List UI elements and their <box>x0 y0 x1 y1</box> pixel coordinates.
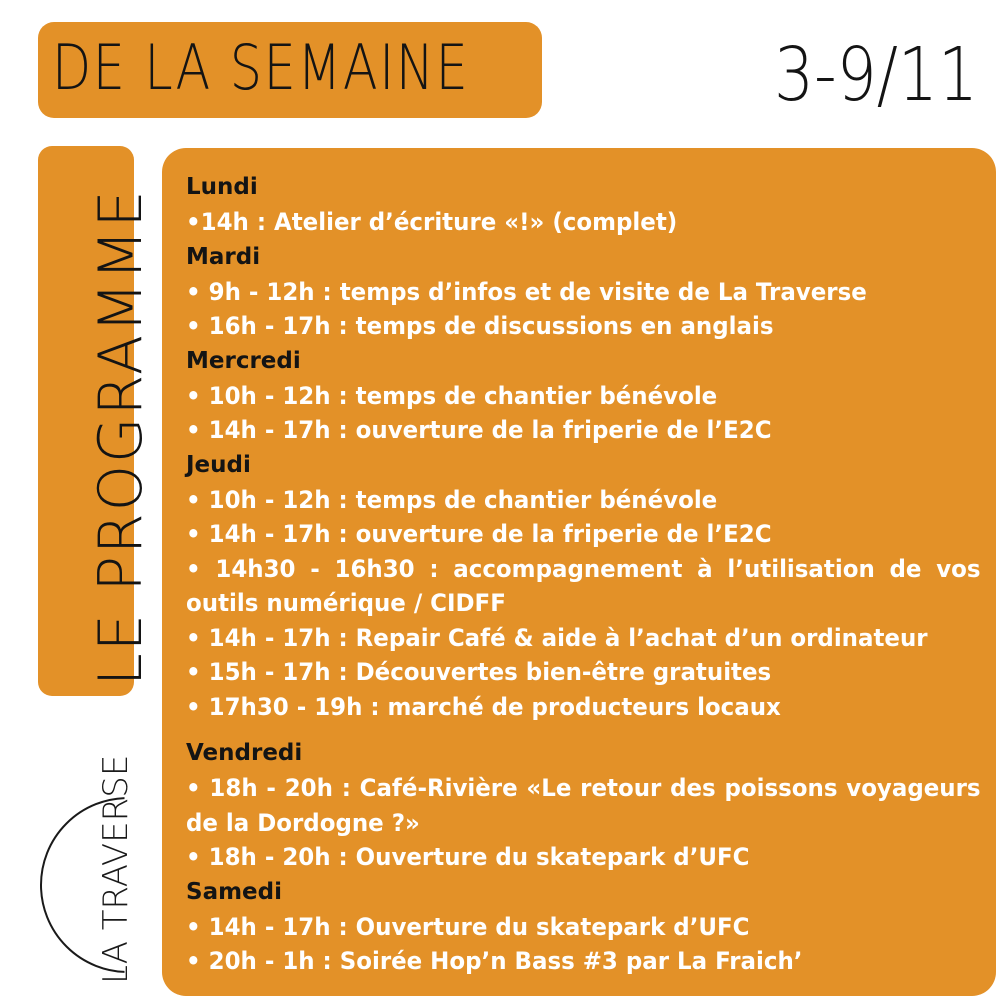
program-panel <box>162 148 996 996</box>
event-item: • 10h - 12h : temps de chantier bénévole <box>186 381 718 410</box>
event-item: • 16h - 17h : temps de discussions en anglais <box>186 312 774 340</box>
event-item: • 14h - 17h : Repair Café & aide à l’achat d’un ordinateur <box>186 623 928 652</box>
event-item: • 18h - 20h : Café-Rivière «Le retour des poissons voyageurs de la Dordogne ?» <box>186 774 981 837</box>
event-item: • 14h30 - 16h30 : accompagnement à l’utilisation de vos outils numérique / CIDFF <box>186 554 981 617</box>
event-item: • 10h - 12h : temps de chantier bénévole <box>186 485 718 514</box>
event-item: • 15h - 17h : Découvertes bien-être gratuites <box>186 658 772 686</box>
event-item: • 14h - 17h : Ouverture du skatepark d’UFC <box>186 912 750 941</box>
week-date: 3-9/11 <box>774 32 978 118</box>
day-heading-tuesday: Mardi <box>186 243 261 270</box>
day-heading-wednesday: Mercredi <box>186 347 301 374</box>
day-heading-friday: Vendredi <box>186 740 303 766</box>
event-item: • 9h - 12h : temps d’infos et de visite de La Traverse <box>186 277 867 306</box>
event-item: • 17h30 - 19h : marché de producteurs locaux <box>186 692 781 721</box>
title-top-text: DE LA SEMAINE <box>52 31 470 104</box>
event-item: • 14h - 17h : ouverture de la friperie de l’E2C <box>186 416 772 444</box>
logo-text: LA TRAVERSE <box>96 754 136 984</box>
day-heading-saturday: Samedi <box>186 878 282 905</box>
day-heading-monday: Lundi <box>186 174 258 200</box>
spacer <box>186 724 978 736</box>
title-side-text: LE PROGRAMME <box>86 188 156 687</box>
day-heading-thursday: Jeudi <box>186 451 251 478</box>
event-item: •14h : Atelier d’écriture «!» (complet) <box>186 208 678 236</box>
event-item: • 20h - 1h : Soirée Hop’n Bass #3 par La Fraich’ <box>186 947 803 975</box>
event-item: • 14h - 17h : ouverture de la friperie de l’E2C <box>186 520 772 548</box>
event-item: • 18h - 20h : Ouverture du skatepark d’UFC <box>186 843 750 871</box>
